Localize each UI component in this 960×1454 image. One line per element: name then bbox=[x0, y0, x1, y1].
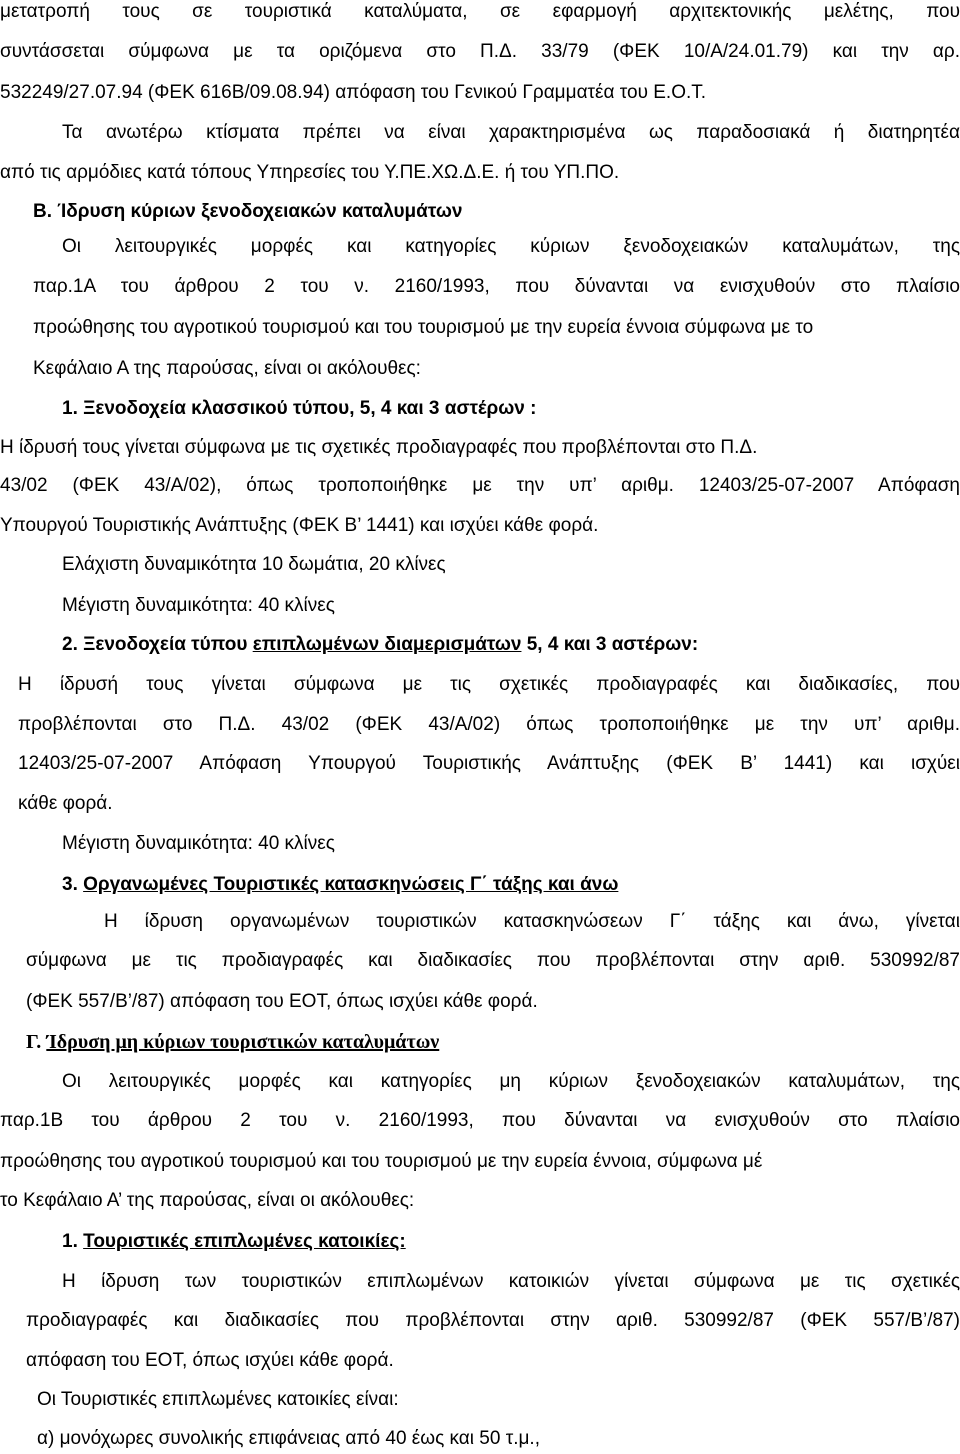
text-line: Ελάχιστη δυναμικότητα 10 δωμάτια, 20 κλίνες bbox=[62, 554, 446, 575]
text-line: Η ίδρυσή τους γίνεται σύμφωνα με τις σχετικές προδιαγραφές που προβλέπονται στο Π.Δ. bbox=[0, 437, 758, 458]
text-line: 12403/25-07-2007 Απόφαση Υπουργού Τουριστικής Ανάπτυξης (ΦΕΚ Β’ 1441) και ισχύει bbox=[18, 753, 960, 774]
text-line: προώθησης του αγροτικού τουρισμού και του τουρισμού με την ευρεία έννοια σύμφωνα με το bbox=[33, 317, 814, 338]
subheading-2-text: 2. Ξενοδοχεία τύπου επιπλωμένων διαμερισμάτων 5, 4 και 3 αστέρων: bbox=[62, 634, 699, 655]
text-line: από τις αρμόδιες κατά τόπους Υπηρεσίες του Υ.ΠΕ.ΧΩ.Δ.Ε. ή του ΥΠ.ΠΟ. bbox=[0, 162, 620, 183]
text-line: απόφαση του ΕΟΤ, όπως ισχύει κάθε φορά. bbox=[26, 1350, 394, 1371]
underlined-phrase: επιπλωμένων διαμερισμάτων bbox=[252, 634, 522, 655]
text-line: 532249/27.07.94 (ΦΕΚ 616Β/09.08.94) απόφαση του Γενικού Γραμματέα του Ε.Ο.Τ. bbox=[0, 82, 707, 103]
text-line: Κεφάλαιο Α της παρούσας, είναι οι ακόλουθες: bbox=[33, 358, 421, 379]
section-heading-b: Β. Ίδρυση κύριων ξενοδοχειακών καταλυμάτων bbox=[33, 201, 463, 222]
text-line: 43/02 (ΦΕΚ 43/Α/02), όπως τροποποιήθηκε με την υπ’ αριθμ. 12403/25-07-2007 Απόφαση bbox=[0, 475, 960, 496]
text-line: Η ίδρυση οργανωμένων τουριστικών κατασκηνώσεων Γ΄ τάξης και άνω, γίνεται bbox=[104, 911, 960, 932]
text-line: Οι λειτουργικές μορφές και κατηγορίες μη κύριων ξενοδοχειακών καταλυμάτων, της bbox=[62, 1071, 960, 1092]
text-line: προώθησης του αγροτικού τουρισμού και του τουρισμού με την ευρεία έννοια, σύμφωνα μέ bbox=[0, 1151, 763, 1172]
text-line: Οι Τουριστικές επιπλωμένες κατοικίες είναι: bbox=[37, 1389, 399, 1410]
subheading-c1: 1. Τουριστικές επιπλωμένες κατοικίες: bbox=[62, 1231, 406, 1252]
text-line: Τα ανωτέρω κτίσματα πρέπει να είναι χαρακτηρισμένα ως παραδοσιακά ή διατηρητέα bbox=[62, 122, 960, 143]
text-line: συντάσσεται σύμφωνα με τα οριζόμενα στο Π.Δ. 33/79 (ΦΕΚ 10/Α/24.01.79) και την αρ. bbox=[0, 41, 960, 62]
text-line: μετατροπή τους σε τουριστικά καταλύματα, σε εφαρμογή αρχιτεκτονικής μελέτης, που bbox=[0, 1, 960, 22]
underlined-phrase: Οργανωμένες Τουριστικές κατασκηνώσεις Γ΄ τάξης και άνω bbox=[83, 874, 619, 895]
text-line: προβλέπονται στο Π.Δ. 43/02 (ΦΕΚ 43/Α/02) όπως τροποποιήθηκε με την υπ’ αριθμ. bbox=[18, 714, 960, 735]
subheading-1: 1. Ξενοδοχεία κλασσικού τύπου, 5, 4 και 3 αστέρων : bbox=[62, 398, 537, 419]
text-line: Η ίδρυσή τους γίνεται σύμφωνα με τις σχετικές προδιαγραφές και διαδικασίες, που bbox=[18, 674, 960, 695]
text-line: το Κεφάλαιο Α’ της παρούσας, είναι οι ακόλουθες: bbox=[0, 1190, 415, 1211]
text-line: α) μονόχωρες συνολικής επιφάνειας από 40 έως και 50 τ.μ., bbox=[37, 1428, 540, 1449]
text-line: παρ.1Α του άρθρου 2 του ν. 2160/1993, που δύνανται να ενισχυθούν στο πλαίσιο bbox=[33, 276, 960, 297]
text-line: κάθε φορά. bbox=[18, 793, 113, 814]
text-line: παρ.1Β του άρθρου 2 του ν. 2160/1993, που δύνανται να ενισχυθούν στο πλαίσιο bbox=[0, 1110, 960, 1131]
underlined-phrase: Τουριστικές επιπλωμένες κατοικίες: bbox=[83, 1231, 406, 1252]
text-line: Μέγιστη δυναμικότητα: 40 κλίνες bbox=[62, 833, 335, 854]
text-line: Υπουργού Τουριστικής Ανάπτυξης (ΦΕΚ Β’ 1441) και ισχύει κάθε φορά. bbox=[0, 515, 599, 536]
text-line: Οι λειτουργικές μορφές και κατηγορίες κύριων ξενοδοχειακών καταλυμάτων, της bbox=[62, 236, 960, 257]
section-heading-c: Γ. Ίδρυση μη κύριων τουριστικών καταλυμάτων bbox=[26, 1031, 440, 1053]
subheading-3: 3. Οργανωμένες Τουριστικές κατασκηνώσεις Γ΄ τάξης και άνω bbox=[62, 874, 619, 895]
text-line: Η ίδρυση των τουριστικών επιπλωμένων κατοικιών γίνεται σύμφωνα με τις σχετικές bbox=[62, 1271, 960, 1292]
text-line: σύμφωνα με τις προδιαγραφές και διαδικασίες που προβλέπονται στην αριθ. 530992/87 bbox=[26, 950, 960, 971]
underlined-phrase: Ίδρυση μη κύριων τουριστικών καταλυμάτων bbox=[46, 1031, 440, 1053]
text-line: (ΦΕΚ 557/Β’/87) απόφαση του ΕΟΤ, όπως ισχύει κάθε φορά. bbox=[26, 991, 538, 1012]
text-line: Μέγιστη δυναμικότητα: 40 κλίνες bbox=[62, 595, 335, 616]
subheading-2 bbox=[62, 630, 698, 660]
text-line: προδιαγραφές και διαδικασίες που προβλέπονται στην αριθ. 530992/87 (ΦΕΚ 557/Β’/87) bbox=[26, 1310, 960, 1331]
